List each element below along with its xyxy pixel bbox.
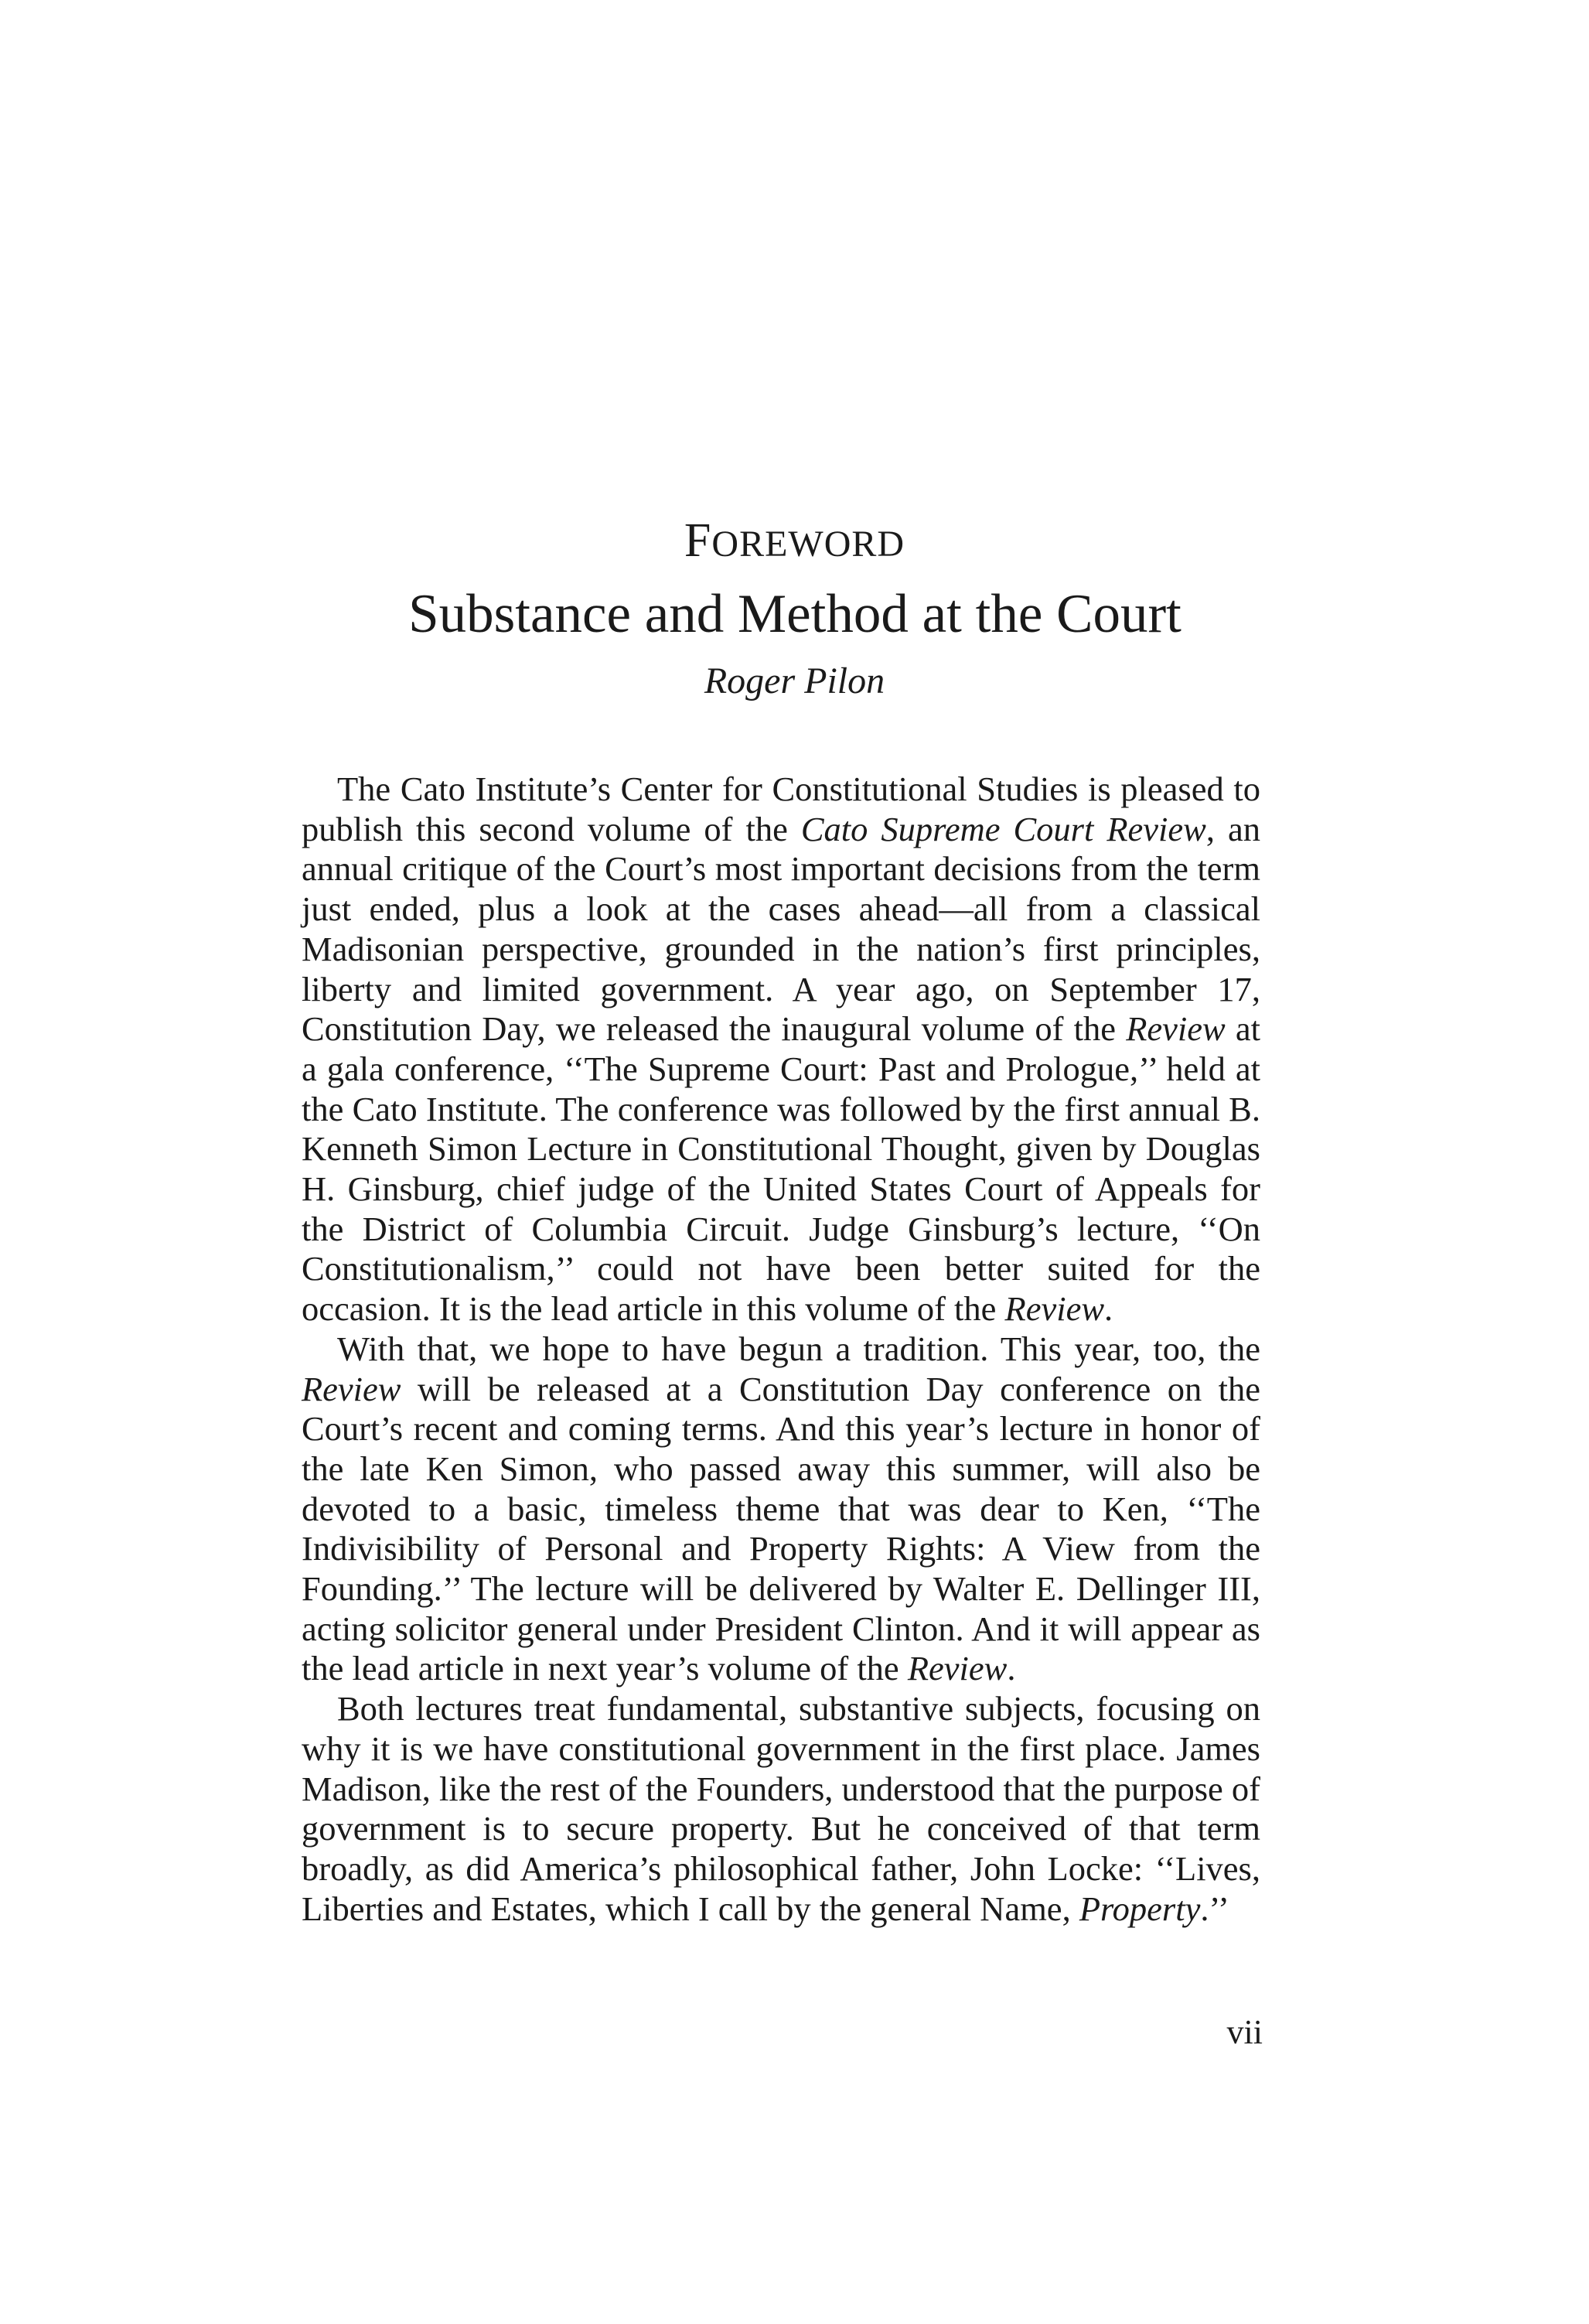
- italic-run: Review: [1004, 1289, 1104, 1329]
- italic-run: Review: [302, 1369, 401, 1408]
- text-run: , an annual critique of the Court’s most important decisions from the term just ended, plus a look at the cases ahead—all from a classical Madisonian perspective, grounded in the nation’s first principles, liberty and limited government. A year ago, on September 17, Constitution Day, we released the inaugural volume of the: [302, 809, 1260, 1049]
- page-number: vii: [1226, 2013, 1263, 2051]
- body-text: [302, 770, 1260, 1929]
- paragraph: [302, 770, 1260, 1329]
- text-run: .: [1104, 1289, 1113, 1329]
- section-label-rest: OREWORD: [711, 524, 905, 565]
- italic-run: Review: [1126, 1009, 1226, 1049]
- text-run: at a gala conference, ‘‘The Supreme Court: Past and Prologue,’’ held at the Cato Institute. The conference was followed by the first annual B. Kenneth Simon Lecture in Constitutional Thought, given by Douglas H. Ginsburg, chief judge of the United States Court of Appeals for the District of Columbia Circuit. Judge Ginsburg’s lecture, ‘‘On Constitutionalism,’’ could not have been better suited for the occasion. It is the lead article in this volume of the: [302, 1009, 1260, 1329]
- paragraph: [302, 1689, 1260, 1929]
- text-run: .: [1007, 1649, 1016, 1688]
- author-name: Roger Pilon: [704, 660, 885, 701]
- section-label-initial: F: [684, 514, 712, 567]
- section-label: [0, 514, 1589, 567]
- text-run: Both lectures treat fundamental, substantive subjects, focusing on why it is we have constitutional government in the first place. James Madison, like the rest of the Founders, understood that the purpose of government is to secure property. But he conceived of that term broadly, as did America’s philosophical father, John Locke: ‘‘Lives, Liberties and Estates, which I call by the general Name,: [302, 1689, 1260, 1928]
- text-run: The Cato Institute’s Center for Constitutional Studies is pleased to publish this second volume of the: [302, 770, 1260, 848]
- italic-run: Cato Supreme Court Review: [800, 809, 1206, 848]
- text-run: .’’: [1200, 1889, 1229, 1928]
- paragraph: [302, 1329, 1260, 1689]
- italic-run: Review: [907, 1649, 1008, 1688]
- text-run: will be released at a Constitution Day conference on the Court’s recent and coming terms. And this year’s lecture in honor of the late Ken Simon, who passed away this summer, will also be devoted to a basic, timeless theme that was dear to Ken, ‘‘The Indivisibility of Personal and Property Rights: A View from the Founding.’’ The lecture will be delivered by Walter E. Dellinger III, acting solicitor general under President Clinton. And it will appear as the lead article in next year’s volume of the: [302, 1369, 1260, 1688]
- text-run: With that, we hope to have begun a tradition. This year, too, the: [337, 1329, 1260, 1368]
- italic-run: Property: [1079, 1889, 1201, 1928]
- page-title: Substance and Method at the Court: [408, 584, 1182, 644]
